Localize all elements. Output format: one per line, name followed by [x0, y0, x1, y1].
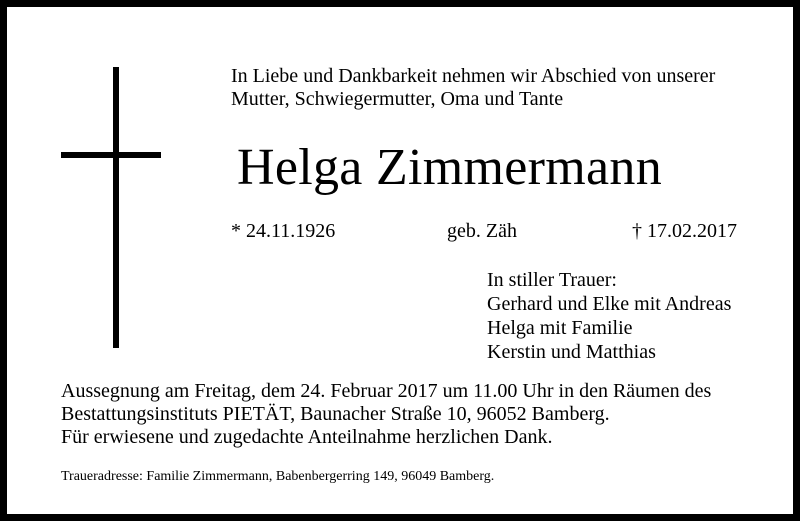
cross-vertical-bar: [113, 67, 119, 348]
mourner-entry: Helga mit Familie: [487, 317, 633, 339]
cross-horizontal-bar: [61, 152, 161, 158]
service-line: Bestattungsinstituts PIETÄT, Baunacher Straße 10, 96052 Bamberg.: [61, 403, 610, 425]
mourner-entry: Gerhard und Elke mit Andreas: [487, 293, 732, 315]
mourner-entry: Kerstin und Matthias: [487, 341, 656, 363]
deceased-name: Helga Zimmermann: [237, 139, 662, 196]
service-details: [61, 380, 711, 449]
birth-date: * 24.11.1926: [231, 220, 336, 242]
service-line: Aussegnung am Freitag, dem 24. Februar 2017 um 11.00 Uhr in den Räumen des: [61, 380, 712, 402]
mourning-address: Traueradresse: Familie Zimmermann, Babenbergerring 149, 96049 Bamberg.: [61, 469, 495, 484]
death-date: † 17.02.2017: [632, 220, 737, 242]
intro-line: In Liebe und Dankbarkeit nehmen wir Abschied von unserer: [231, 65, 716, 87]
mourners-heading: In stiller Trauer:: [487, 269, 617, 291]
maiden-name: geb. Zäh: [447, 220, 517, 242]
intro-text: [231, 65, 715, 111]
intro-line: Mutter, Schwiegermutter, Oma und Tante: [231, 88, 564, 110]
life-dates: [231, 219, 737, 243]
service-line: Für erwiesene und zugedachte Anteilnahme herzlichen Dank.: [61, 426, 553, 448]
mourners-list: [487, 268, 731, 364]
